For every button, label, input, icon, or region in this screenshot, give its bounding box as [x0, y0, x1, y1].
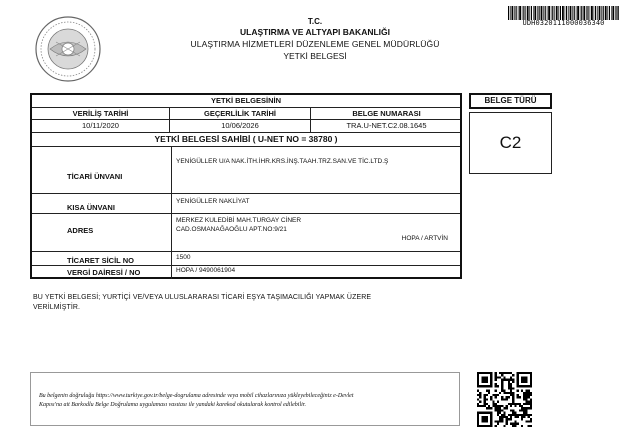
registry-value: 1500 [176, 254, 191, 261]
trade-name-row [32, 147, 460, 194]
certificate-section-title: YETKİ BELGESİNİN [210, 96, 281, 105]
certificate-table [30, 93, 462, 279]
header-ministry: ULAŞTIRMA VE ALTYAPI BAKANLIĞI [239, 27, 390, 37]
address-row [32, 214, 460, 252]
validity-date-value: 10/06/2026 [170, 120, 311, 132]
trade-name-label: TİCARİ ÜNVANI [32, 147, 172, 193]
certificate-number-label: BELGE NUMARASI [352, 109, 421, 118]
verification-line-2: Kapısı'na ait Barkodlu Belge Doğrulama uygulaması vasıtası ile yandaki karekod okutularak kontrol edilebilir. [39, 402, 306, 408]
registry-label: TİCARET SİCİL NO [32, 252, 172, 265]
ministry-seal-icon [34, 15, 102, 83]
address-city: HOPA / ARTVİN [401, 235, 448, 242]
holder-section-row [32, 133, 460, 147]
qr-code-icon [477, 372, 532, 427]
short-name-value: YENİGÜLLER NAKLİYAT [176, 198, 250, 205]
tax-value: HOPA / 9490061904 [176, 267, 236, 274]
authorization-note-line-2: VERİLMİŞTİR. [33, 304, 81, 311]
header-tc: T.C. [307, 17, 323, 26]
holder-section-title: YETKİ BELGESİ SAHİBİ ( U-NET NO = 38780 ) [154, 134, 338, 144]
barcode-number: UDH0320111000036340 [522, 19, 605, 27]
address-value [172, 214, 462, 251]
trade-name-value: YENİGÜLLER U/A NAK.İTH.İHR.KRS.İNŞ.TAAH.TRZ.SAN.VE TİC.LTD.Ş [176, 158, 389, 165]
certificate-number-value: TRA.U-NET.C2.08.1645 [346, 121, 427, 130]
short-name-label: KISA ÜNVANI [32, 194, 172, 213]
certificate-values-row [32, 120, 460, 133]
authorization-note [33, 293, 433, 313]
verification-text [39, 392, 449, 410]
certificate-labels-row [32, 108, 460, 120]
issue-date-label: VERİLİŞ TARİHİ [32, 108, 170, 119]
address-line-2: CAD.OSMANAĞAOĞLU APT.NO:9/21 [176, 226, 287, 233]
authorization-note-line-1: BU YETKİ BELGESİ; YURTİÇİ VE/VEYA ULUSLARARASI TİCARİ EŞYA TAŞIMACILIĞI YAPMAK ÜZERE [33, 294, 372, 301]
verification-box [30, 372, 460, 426]
certificate-type-label: BELGE TÜRÜ [469, 93, 552, 109]
tax-row [32, 266, 460, 279]
validity-date-label: GEÇERLİLİK TARİHİ [170, 108, 311, 119]
address-label: ADRES [32, 214, 172, 251]
header-directorate: ULAŞTIRMA HİZMETLERİ DÜZENLEME GENEL MÜDÜRLÜĞÜ [190, 39, 440, 49]
certificate-section-row [32, 95, 460, 108]
document-title: YETKİ BELGESİ [283, 51, 347, 61]
barcode-icon [508, 6, 619, 20]
issue-date-value: 10/11/2020 [32, 120, 170, 132]
verification-line-1: Bu belgenin doğruluğu https://www.turkiye.gov.tr/belge-dogrulama adresinde veya mobil cihazlarınıza yükleyebileceğiniz e-Devlet [39, 393, 354, 399]
tax-label: VERGİ DAİRESİ / NO [32, 266, 172, 279]
address-line-1: MERKEZ KULEDİBİ MAH.TURGAY CİNER [176, 217, 302, 224]
certificate-type-value: C2 [469, 112, 552, 174]
registry-row [32, 252, 460, 266]
short-name-row [32, 194, 460, 214]
